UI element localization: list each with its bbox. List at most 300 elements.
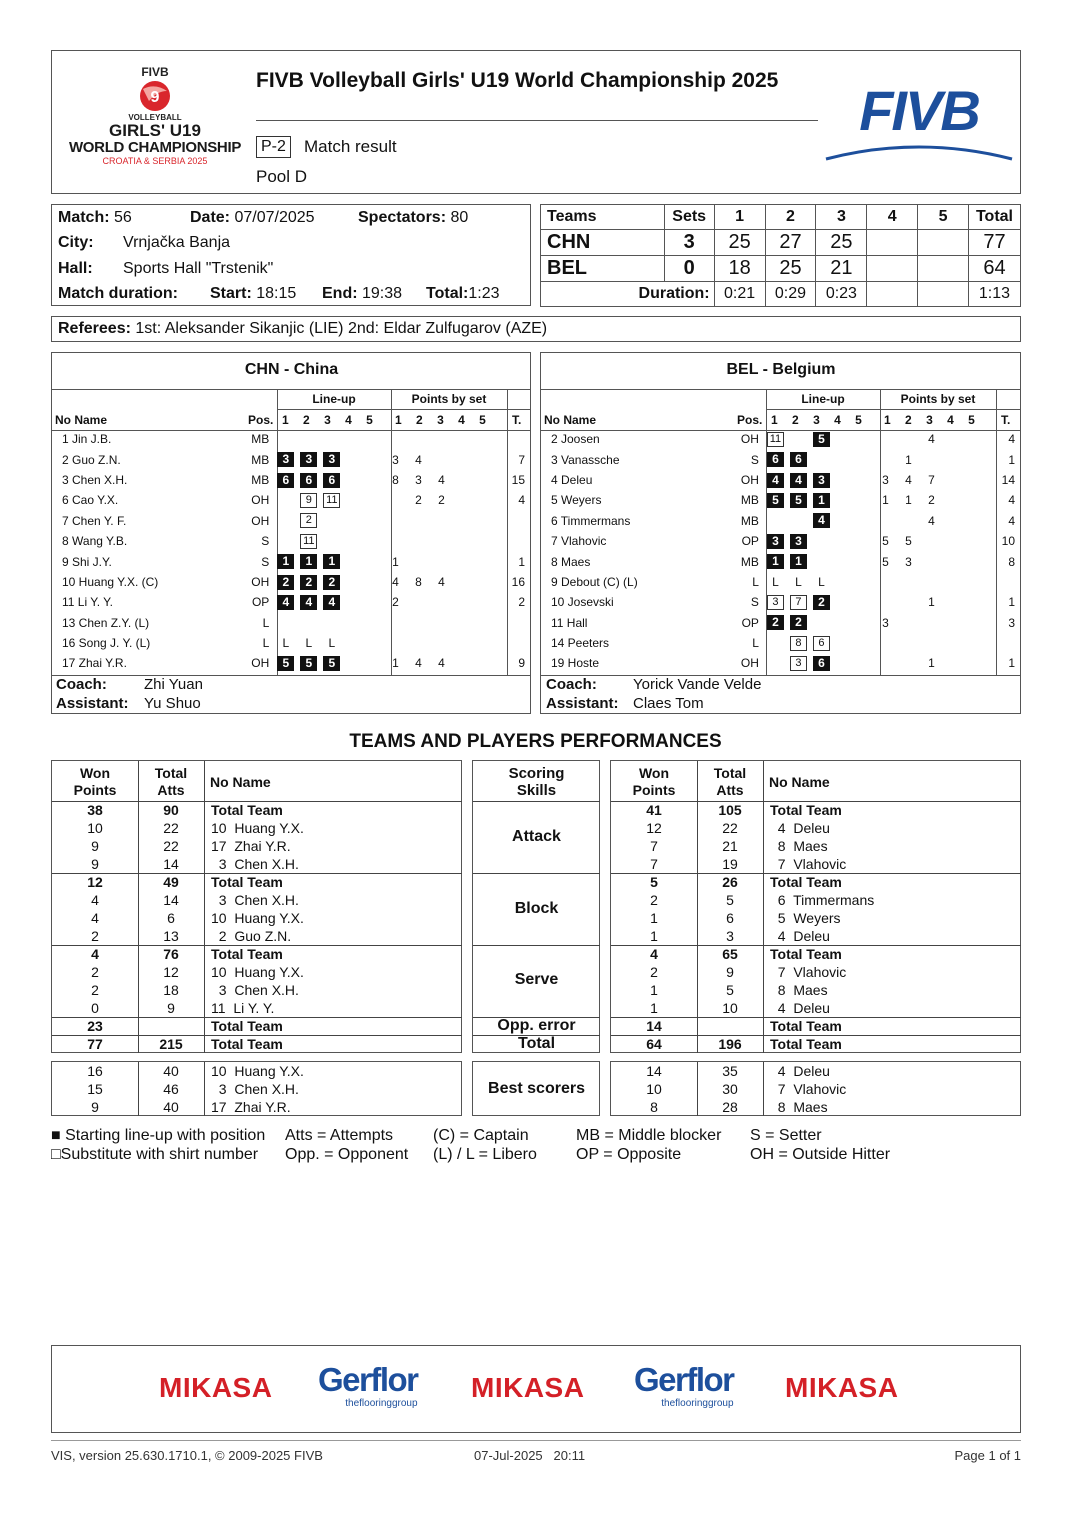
won-points: 2: [91, 964, 99, 980]
player-lineup: [764, 653, 877, 673]
spectators: 80: [450, 209, 469, 226]
player-lineup: [274, 470, 387, 490]
set2: 27: [765, 230, 816, 256]
player-position: OP: [251, 595, 270, 610]
start-label: Start:: [210, 285, 252, 302]
start-position: 6: [790, 452, 807, 467]
player-total: 16: [511, 574, 525, 589]
total-label: Total:: [426, 285, 469, 302]
perf-row: [611, 801, 1021, 819]
player-name: Total Team: [763, 945, 1021, 963]
set-points: 3: [882, 472, 889, 487]
h-teams: Teams: [541, 205, 665, 230]
total-atts: 10: [722, 999, 738, 1016]
perf-row: [611, 855, 1021, 873]
player-lineup: [274, 572, 387, 592]
player-row: [541, 592, 1021, 612]
h5: 5: [479, 413, 486, 427]
set-points: 8: [415, 574, 422, 589]
total-atts: 13: [163, 927, 179, 944]
h-atts: Atts: [716, 782, 744, 798]
won-points: 4: [52, 945, 138, 963]
total-atts: 3: [726, 927, 734, 944]
best-scorer-row: [52, 1062, 462, 1080]
gerflor-name: Gerflor: [634, 1361, 734, 1398]
player-name: 2 Guo Z.N.: [211, 927, 292, 944]
h3: 3: [926, 413, 933, 427]
mikasa-logo: MIKASA: [785, 1372, 899, 1403]
scoring-skills-box: [472, 760, 600, 1053]
skill-block: Block: [514, 900, 559, 917]
player-name: 8 Maes: [770, 1099, 828, 1115]
player-total: 7: [518, 452, 525, 467]
perf-row: [52, 909, 462, 927]
won-points: 4: [91, 892, 99, 908]
player-points: [387, 653, 507, 673]
player-name: 8 Wang Y.B.: [62, 534, 128, 549]
logo-line2: WORLD CHAMPIONSHIP: [68, 139, 242, 156]
player-name: 17 Zhai Y.R.: [62, 656, 127, 671]
player-name: 11 Hall: [551, 615, 588, 630]
player-name: Total Team: [204, 1035, 462, 1053]
player-row: [541, 653, 1021, 673]
player-row: [541, 449, 1021, 469]
start-position: 2: [790, 615, 807, 630]
player-name: 10 Huang Y.X.: [211, 910, 304, 926]
lineup-header: Line-up: [801, 392, 845, 406]
perf-row: [611, 837, 1021, 855]
logo-line3: CROATIA & SERBIA 2025: [102, 156, 208, 166]
libero-mark: L: [305, 635, 313, 650]
match-info-box: [51, 204, 531, 306]
substitute-number: 11: [300, 534, 317, 549]
set-points: 1: [392, 656, 399, 671]
player-name: 4 Deleu: [770, 820, 830, 836]
set4: [867, 256, 918, 282]
team-title: CHN - China: [244, 361, 339, 378]
gerflor-sub: theflooringgroup: [345, 1398, 418, 1409]
perf-row: [52, 801, 462, 819]
gerflor-logo: [318, 1362, 418, 1409]
perf-table-left: [52, 801, 462, 1053]
player-total: 1: [1008, 595, 1015, 610]
player-position: S: [750, 452, 759, 467]
set-points: 7: [928, 472, 935, 487]
total-atts: 6: [726, 910, 734, 926]
lineup-header: Line-up: [312, 392, 356, 406]
player-name: Total Team: [763, 1017, 1021, 1035]
start-position: 2: [767, 615, 784, 630]
pos-header: Pos.: [248, 413, 274, 427]
player-row: [541, 633, 1021, 653]
substitute-number: 7: [790, 595, 807, 610]
total-atts: 105: [718, 802, 742, 818]
start-position: 6: [323, 473, 340, 488]
player-total: 1: [1008, 656, 1015, 671]
h-won: Won: [79, 765, 111, 781]
player-name: 17 Zhai Y.R.: [211, 1099, 291, 1115]
h-points: Points: [73, 782, 117, 798]
set-points: 1: [928, 656, 935, 671]
players-chn: [52, 429, 531, 674]
player-total: 2: [518, 595, 525, 610]
perf-left-box: [51, 760, 462, 1053]
total-atts: 49: [138, 873, 204, 891]
player-name: 11 Li Y. Y.: [211, 999, 275, 1016]
player-total: 15: [511, 472, 525, 487]
total-atts: 22: [163, 838, 179, 854]
won-points: 9: [91, 838, 99, 854]
total-atts: 215: [138, 1035, 204, 1053]
title-underline: [256, 120, 818, 121]
legend-captain: (C) = Captain: [433, 1127, 529, 1144]
set-points: 3: [905, 554, 912, 569]
player-name: 4 Deleu: [770, 1063, 830, 1079]
player-points: [877, 592, 997, 612]
player-name: Total Team: [204, 1017, 462, 1035]
player-points: [877, 572, 997, 592]
won-points: 0: [91, 999, 99, 1016]
won-points: 12: [52, 873, 138, 891]
player-row: [52, 613, 531, 633]
h-total: Total: [154, 765, 188, 781]
hall: Sports Hall "Trstenik": [123, 260, 274, 277]
player-name: 14 Peeters: [551, 636, 610, 651]
player-row: [541, 613, 1021, 633]
roster-bel: [540, 352, 1021, 714]
h1: 1: [282, 413, 289, 427]
player-points: [877, 511, 997, 531]
total-atts: [697, 1017, 763, 1035]
player-lineup: [764, 531, 877, 551]
best-center-box: [472, 1061, 600, 1116]
won-points: 2: [650, 964, 658, 980]
player-name: 10 Huang Y.X.: [211, 820, 304, 836]
set-points: 8: [392, 472, 399, 487]
set-points: 1: [905, 493, 912, 508]
mikasa-logo: MIKASA: [159, 1372, 273, 1403]
coach-name: Yorick Vande Velde: [633, 676, 762, 693]
player-lineup: [274, 531, 387, 551]
lineup-empty: [277, 534, 294, 549]
player-row: [52, 551, 531, 571]
assistant-label: Assistant:: [546, 695, 619, 712]
set2: 25: [765, 256, 816, 282]
perf-row: [611, 819, 1021, 837]
player-lineup: [274, 490, 387, 510]
total-atts: 12: [163, 964, 179, 980]
start-position: 5: [277, 656, 294, 671]
total-atts: 26: [697, 873, 763, 891]
player-position: L: [262, 615, 270, 630]
start-position: 2: [323, 575, 340, 590]
start-position: 1: [300, 554, 317, 569]
score-table: [540, 204, 1021, 307]
player-points: [877, 653, 997, 673]
fivb-swoosh-icon: [824, 141, 1014, 161]
player-points: [387, 592, 507, 612]
player-name: 1 Jin J.B.: [62, 432, 112, 447]
player-row: [52, 653, 531, 673]
substitute-number: 9: [300, 493, 317, 508]
footer-datetime: 07-Jul-2025 20:11: [474, 1448, 586, 1463]
start-position: 6: [300, 473, 317, 488]
won-points: 4: [91, 910, 99, 926]
legend-opp: Opp. = Opponent: [285, 1146, 409, 1163]
player-points: [877, 613, 997, 633]
spectators-label: Spectators:: [358, 209, 447, 226]
best-scorer-row: [611, 1098, 1021, 1116]
won-points: 12: [646, 820, 662, 836]
h4: 4: [458, 413, 465, 427]
logo-top: FIVB: [141, 65, 169, 79]
player-total: 10: [1001, 534, 1015, 549]
best-scorer-row: [611, 1080, 1021, 1098]
substitute-number: 3: [767, 595, 784, 610]
city-label: City:: [58, 234, 94, 251]
skill-attack: Attack: [512, 828, 561, 845]
doc-code: P-2: [256, 136, 291, 158]
h5: 5: [366, 413, 373, 427]
player-lineup: [764, 633, 877, 653]
won-points: 1: [650, 982, 658, 998]
total-atts: 21: [722, 838, 738, 854]
won-points: 14: [611, 1017, 697, 1035]
perf-row: [611, 1035, 1021, 1053]
points-header: Points by set: [411, 392, 487, 406]
sponsors-box: [51, 1345, 1021, 1433]
player-total: [507, 511, 531, 531]
player-name: 2 Joosen: [551, 432, 600, 447]
set-points: 4: [438, 472, 445, 487]
h-set2: 2: [765, 205, 816, 230]
won-points: 1: [650, 910, 658, 926]
assistant-label: Assistant:: [56, 695, 129, 712]
start-position: 2: [300, 575, 317, 590]
start-position: 5: [300, 656, 317, 671]
h4: 4: [345, 413, 352, 427]
total-atts: 35: [722, 1063, 738, 1079]
logo-line1: GIRLS' U19: [109, 121, 201, 140]
player-position: OH: [740, 432, 759, 447]
perf-row: [611, 927, 1021, 945]
player-position: S: [750, 595, 759, 610]
perf-row: [611, 1017, 1021, 1035]
won-points: 2: [91, 927, 99, 944]
player-row: [52, 511, 531, 531]
libero-mark: L: [328, 635, 336, 650]
player-points: [387, 572, 507, 592]
substitute-number: 3: [790, 656, 807, 671]
player-lineup: [764, 449, 877, 469]
start-position: 4: [277, 595, 294, 610]
player-points: [387, 551, 507, 571]
perf-row: [611, 981, 1021, 999]
player-name: 8 Maes: [551, 554, 591, 569]
player-name: 7 Vlahovic: [770, 855, 847, 872]
player-name: 5 Weyers: [770, 910, 841, 926]
player-points: [877, 429, 997, 449]
assistant-name: Yu Shuo: [144, 695, 201, 712]
libero-mark: L: [818, 574, 825, 589]
start-position: 5: [790, 493, 807, 508]
set3: 25: [816, 230, 867, 256]
h-set3: 3: [816, 205, 867, 230]
player-row: [52, 633, 531, 653]
player-points: [387, 429, 507, 449]
total-points: 77: [968, 230, 1020, 256]
perf-row: [52, 873, 462, 891]
duration-label: Duration:: [541, 282, 715, 307]
set-points: 1: [905, 452, 912, 467]
total-atts: 40: [163, 1063, 179, 1079]
fivb-logo: [824, 81, 1014, 161]
end-time: 19:38: [362, 285, 403, 302]
start-position: 3: [277, 452, 294, 467]
total-atts: 76: [138, 945, 204, 963]
player-lineup: [274, 613, 387, 633]
h-no-name: No Name: [769, 774, 830, 790]
player-row: [52, 449, 531, 469]
player-lineup: [274, 592, 387, 612]
start-position: 5: [767, 493, 784, 508]
set-points: 1: [928, 595, 935, 610]
player-points: [387, 531, 507, 551]
won-points: 2: [650, 892, 658, 908]
player-position: OH: [251, 493, 270, 508]
h-set5: 5: [918, 205, 969, 230]
player-name: 6 Timmermans: [770, 892, 875, 908]
lineup-empty: [277, 513, 294, 528]
set-points: 4: [438, 656, 445, 671]
start-position: 4: [767, 473, 784, 488]
legend-substitute: □Substitute with shirt number: [51, 1146, 259, 1163]
player-name: 10 Josevski: [551, 595, 614, 610]
set-points: 3: [392, 452, 399, 467]
start-position: 1: [767, 554, 784, 569]
player-name: 7 Vlahovic: [770, 964, 847, 980]
gerflor-logo: [634, 1362, 734, 1409]
player-points: [877, 449, 997, 469]
player-name: Total Team: [204, 945, 462, 963]
player-lineup: [764, 551, 877, 571]
date-label: Date:: [190, 209, 231, 226]
perf-row: [52, 999, 462, 1017]
set-points: 1: [392, 554, 399, 569]
set5: [918, 256, 969, 282]
player-lineup: [274, 449, 387, 469]
player-name: 7 Vlahovic: [551, 534, 607, 549]
team-title: BEL - Belgium: [726, 361, 836, 378]
skill-serve: Serve: [514, 971, 559, 988]
total-atts: 196: [697, 1035, 763, 1053]
total-atts: 9: [167, 999, 175, 1016]
won-points: 8: [650, 1099, 658, 1115]
coach-label: Coach:: [546, 676, 597, 693]
won-points: 9: [91, 1099, 99, 1115]
player-total: 14: [1001, 472, 1015, 487]
total-atts: 22: [722, 820, 738, 836]
perf-row: [611, 963, 1021, 981]
player-name: Total Team: [204, 873, 462, 891]
h-sets: Sets: [664, 205, 714, 230]
legend-atts: Atts = Attempts: [285, 1127, 394, 1144]
h5: 5: [855, 413, 862, 427]
substitute-number: 2: [300, 513, 317, 528]
h-total: Total: [968, 205, 1020, 230]
player-row: [52, 429, 531, 449]
player-name: 2 Guo Z.N.: [62, 452, 121, 467]
player-position: S: [261, 534, 270, 549]
start-position: 3: [790, 534, 807, 549]
player-row: [52, 490, 531, 510]
player-lineup: [764, 572, 877, 592]
set-points: 1: [882, 493, 889, 508]
perf-row: [52, 1035, 462, 1053]
match-date: 07/07/2025: [234, 209, 315, 226]
player-name: 8 Maes: [770, 838, 828, 854]
team-name: CHN: [541, 230, 665, 256]
player-name: 17 Zhai Y.R.: [211, 838, 291, 854]
player-position: OH: [740, 656, 759, 671]
player-total: 1: [1008, 452, 1015, 467]
total-atts: 19: [722, 855, 738, 872]
player-position: MB: [251, 452, 270, 467]
set-points: 3: [882, 615, 889, 630]
player-points: [387, 613, 507, 633]
player-points: [387, 449, 507, 469]
h2: 2: [905, 413, 912, 427]
player-position: OH: [740, 472, 759, 487]
set-points: 2: [928, 493, 935, 508]
total-atts: 18: [163, 982, 179, 998]
dur2: 0:29: [765, 282, 816, 307]
player-position: OH: [251, 513, 270, 528]
player-name: 9 Debout (C) (L): [551, 574, 638, 589]
start-position: 4: [790, 473, 807, 488]
player-table-bel: [541, 429, 1021, 674]
dur4: [867, 282, 918, 307]
player-lineup: [764, 470, 877, 490]
player-total: 8: [1008, 554, 1015, 569]
libero-mark: L: [282, 635, 290, 650]
start-position: 2: [277, 575, 294, 590]
player-lineup: [274, 633, 387, 653]
start-position: 6: [277, 473, 294, 488]
substitute-number: 11: [323, 493, 340, 508]
legend-libero: (L) / L = Libero: [433, 1146, 537, 1163]
player-lineup: [764, 511, 877, 531]
player-points: [877, 551, 997, 571]
start-position: 3: [767, 534, 784, 549]
legend-op: OP = Opposite: [576, 1146, 682, 1163]
logo-volleyball: VOLLEYBALL: [128, 113, 182, 122]
player-name: 3 Chen X.H.: [211, 982, 299, 998]
player-row: [52, 470, 531, 490]
skill-opp-error: Opp. error: [497, 1017, 576, 1034]
player-name: 4 Deleu: [770, 999, 830, 1016]
player-total: 4: [1008, 513, 1015, 528]
start-position: 5: [323, 656, 340, 671]
player-total: [507, 531, 531, 551]
lineup-empty: [277, 493, 294, 508]
won-points: 38: [87, 802, 103, 818]
fivb-logo-text: FIVB: [859, 79, 979, 142]
doc-title: Match result: [304, 137, 397, 156]
start-position: 3: [300, 452, 317, 467]
championship-logo: [60, 65, 250, 185]
player-position: MB: [251, 432, 270, 447]
